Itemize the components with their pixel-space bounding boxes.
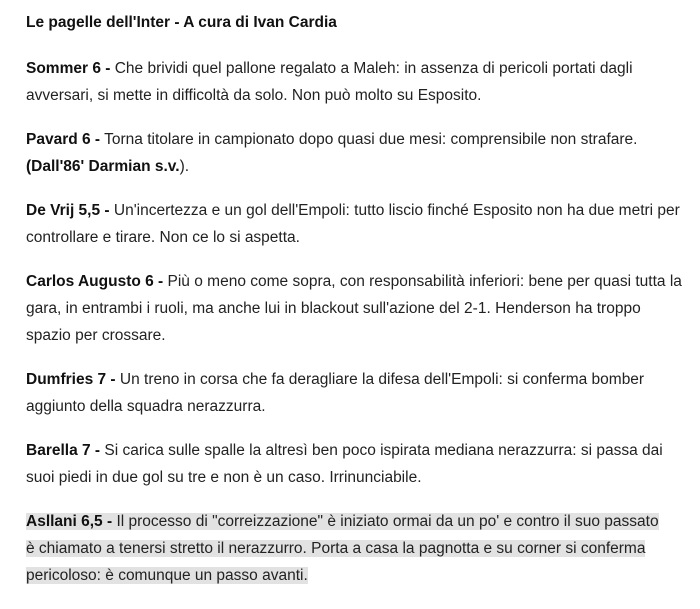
rating-carlos-augusto (26, 268, 682, 349)
rating-text: pericoloso: è comunque un passo avanti. (26, 567, 308, 584)
player-name: Asllani 6,5 - (26, 513, 113, 530)
player-name: Barella 7 - (26, 442, 101, 459)
rating-text: Si carica sulle spalle la altresì ben poco ispirata mediana nerazzurra: si passa dai suoi piedi in due gol su tre e non è un caso. Irrinunciabile. (26, 442, 663, 486)
rating-barella (26, 437, 682, 491)
rating-sommer (26, 55, 682, 109)
rating-text: è chiamato a tenersi stretto il nerazzurro. Porta a casa la pagnotta e su corner si conferma (26, 540, 646, 557)
player-name: Sommer 6 - (26, 60, 111, 77)
player-name: Pavard 6 - (26, 131, 101, 148)
player-name: De Vrij 5,5 - (26, 202, 110, 219)
highlighted-line (26, 562, 682, 589)
rating-dumfries (26, 366, 682, 420)
rating-de-vrij (26, 197, 682, 251)
substitution-note: Dall'86' Darmian s.v. (31, 158, 180, 175)
article-title: Le pagelle dell'Inter - A cura di Ivan Cardia (26, 14, 337, 31)
player-name: Carlos Augusto 6 - (26, 273, 164, 290)
rating-text: Che brividi quel pallone regalato a Maleh: in assenza di pericoli portati dagli avversari, si mette in difficoltà da solo. Non può molto su Esposito. (26, 60, 633, 104)
rating-pavard (26, 126, 682, 180)
rating-text: Un treno in corsa che fa deragliare la difesa dell'Empoli: si conferma bomber aggiunto della squadra nerazzurra. (26, 371, 645, 415)
highlighted-line (26, 508, 682, 535)
rating-text: Il processo di "correizzazione" è iniziato ormai da un po' e contro il suo passato (112, 513, 659, 530)
rating-asllani (26, 508, 682, 589)
player-name: Dumfries 7 - (26, 371, 116, 388)
substitution-close: ). (179, 158, 190, 175)
highlighted-line (26, 535, 682, 562)
rating-text: Un'incertezza e un gol dell'Empoli: tutto liscio finché Esposito non ha due metri per controllare e tirare. Non ce lo si aspetta. (26, 202, 680, 246)
rating-text: Torna titolare in campionato dopo quasi due mesi: comprensibile non strafare. (100, 131, 638, 148)
substitution-open: ( (26, 158, 32, 175)
rating-text: Più o meno come sopra, con responsabilità inferiori: bene per quasi tutta la gara, in entrambi i ruoli, ma anche lui in blackout sull'azione del 2-1. Henderson ha troppo spazio per crossare. (26, 273, 682, 344)
